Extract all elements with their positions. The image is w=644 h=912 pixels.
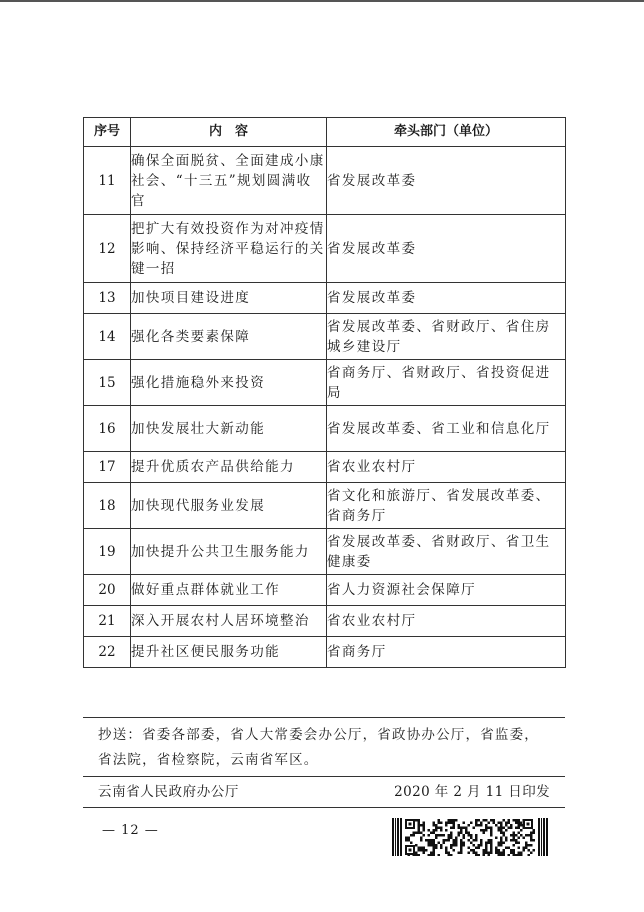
row-lead-department: 省发展改革委: [327, 283, 566, 314]
row-lead-department: 省发展改革委、省工业和信息化厅: [327, 406, 566, 452]
row-content: 做好重点群体就业工作: [131, 575, 327, 606]
row-content: 加快现代服务业发展: [131, 483, 327, 529]
issue-date: 2020 年 2 月 11 日印发: [394, 784, 550, 800]
header-content: 内 容: [131, 118, 327, 147]
row-number: 18: [84, 483, 131, 529]
row-lead-department: 省农业农村厅: [327, 606, 566, 637]
table-row: [84, 452, 566, 483]
row-lead-department: 省发展改革委、省财政厅、省住房城乡建设厅: [327, 314, 566, 360]
row-lead-department: 省发展改革委: [327, 147, 566, 215]
cc-top-rule: [83, 717, 565, 718]
row-lead-department: 省发展改革委: [327, 215, 566, 283]
row-number: 15: [84, 360, 131, 406]
table-header-row: [84, 118, 566, 147]
row-number: 20: [84, 575, 131, 606]
row-lead-department: 省人力资源社会保障厅: [327, 575, 566, 606]
table-row: [84, 283, 566, 314]
row-number: 22: [84, 637, 131, 668]
table-row: [84, 575, 566, 606]
row-content: 加快发展壮大新动能: [131, 406, 327, 452]
row-content: 深入开展农村人居环境整治: [131, 606, 327, 637]
row-lead-department: 省商务厅、省财政厅、省投资促进局: [327, 360, 566, 406]
table-row: [84, 606, 566, 637]
row-number: 14: [84, 314, 131, 360]
row-content: 加快提升公共卫生服务能力: [131, 529, 327, 575]
row-number: 17: [84, 452, 131, 483]
row-number: 19: [84, 529, 131, 575]
row-content: 把扩大有效投资作为对冲疫情影响、保持经济平稳运行的关键一招: [131, 215, 327, 283]
row-content: 强化措施稳外来投资: [131, 360, 327, 406]
row-number: 11: [84, 147, 131, 215]
row-lead-department: 省商务厅: [327, 637, 566, 668]
row-content: 提升社区便民服务功能: [131, 637, 327, 668]
row-lead-department: 省农业农村厅: [327, 452, 566, 483]
header-num: 序号: [84, 118, 131, 147]
row-number: 12: [84, 215, 131, 283]
issuing-office: 云南省人民政府办公厅: [98, 784, 239, 800]
table-row: [84, 215, 566, 283]
table-row: [84, 529, 566, 575]
task-table: [83, 117, 566, 668]
cc-distribution-list: 抄送：省委各部委，省人大常委会办公厅，省政协办公厅，省监委，省法院，省检察院，云南省军区。: [98, 727, 539, 768]
row-lead-department: 省文化和旅游厅、省发展改革委、省商务厅: [327, 483, 566, 529]
row-content: 强化各类要素保障: [131, 314, 327, 360]
row-number: 13: [84, 283, 131, 314]
header-dept: 牵头部门（单位）: [327, 118, 566, 147]
row-number: 16: [84, 406, 131, 452]
table-row: [84, 483, 566, 529]
row-content: 确保全面脱贫、全面建成小康社会、“十三五”规划圆满收官: [131, 147, 327, 215]
issuer-bottom-rule: [83, 807, 565, 808]
table-row: [84, 637, 566, 668]
table-row: [84, 360, 566, 406]
row-content: 加快项目建设进度: [131, 283, 327, 314]
qr-code: [392, 818, 548, 856]
page-top-border: [0, 0, 644, 2]
table-row: [84, 314, 566, 360]
page-number: — 12 —: [102, 823, 159, 838]
table-row: [84, 406, 566, 452]
row-lead-department: 省发展改革委、省财政厅、省卫生健康委: [327, 529, 566, 575]
row-number: 21: [84, 606, 131, 637]
row-content: 提升优质农产品供给能力: [131, 452, 327, 483]
table-row: [84, 147, 566, 215]
cc-bottom-rule: [83, 776, 565, 777]
